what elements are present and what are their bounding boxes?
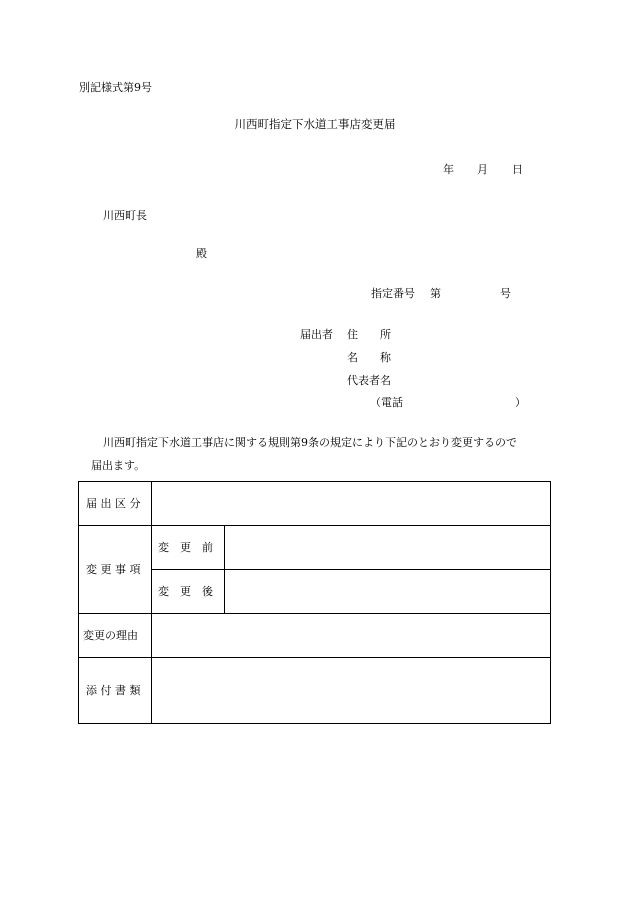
designation-prefix: 第 [430, 287, 441, 300]
addressee: 川西町長 [103, 209, 147, 222]
body-text-line1: 川西町指定下水道工事店に関する規則第9条の規定により下記のとおり変更するので [103, 436, 517, 449]
honorific: 殿 [196, 247, 207, 260]
date-month-label: 月 [477, 163, 488, 176]
form-number: 別記様式第9号 [79, 81, 152, 94]
after-change-field[interactable] [225, 570, 550, 613]
attachments-label: 添 付 書 類 [86, 684, 141, 697]
reason-label: 変更の理由 [83, 629, 138, 642]
designation-suffix: 号 [500, 287, 511, 300]
date-day-label: 日 [512, 163, 523, 176]
after-change-label: 変 更 後 [158, 585, 213, 598]
date-year-label: 年 [443, 163, 454, 176]
designation-number-label: 指定番号 [371, 287, 415, 300]
notification-type-label: 届 出 区 分 [86, 497, 141, 510]
submitter-label: 届出者 [300, 328, 333, 341]
address-label: 住 所 [347, 328, 391, 341]
phone-close-paren: ） [515, 396, 526, 409]
before-change-label: 変 更 前 [158, 541, 213, 554]
reason-field[interactable] [152, 614, 550, 657]
change-items-label: 変 更 事 項 [86, 563, 141, 576]
before-change-field[interactable] [225, 526, 550, 569]
company-name-label: 名 称 [347, 351, 391, 364]
body-text-line2: 届出ます。 [91, 459, 146, 472]
phone-label: （電話 [370, 396, 403, 409]
change-details-table [78, 481, 551, 724]
form-title: 川西町指定下水道工事店変更届 [234, 117, 396, 131]
representative-label: 代表者名 [347, 374, 391, 387]
notification-type-field[interactable] [152, 482, 550, 525]
attachments-field[interactable] [152, 658, 550, 723]
